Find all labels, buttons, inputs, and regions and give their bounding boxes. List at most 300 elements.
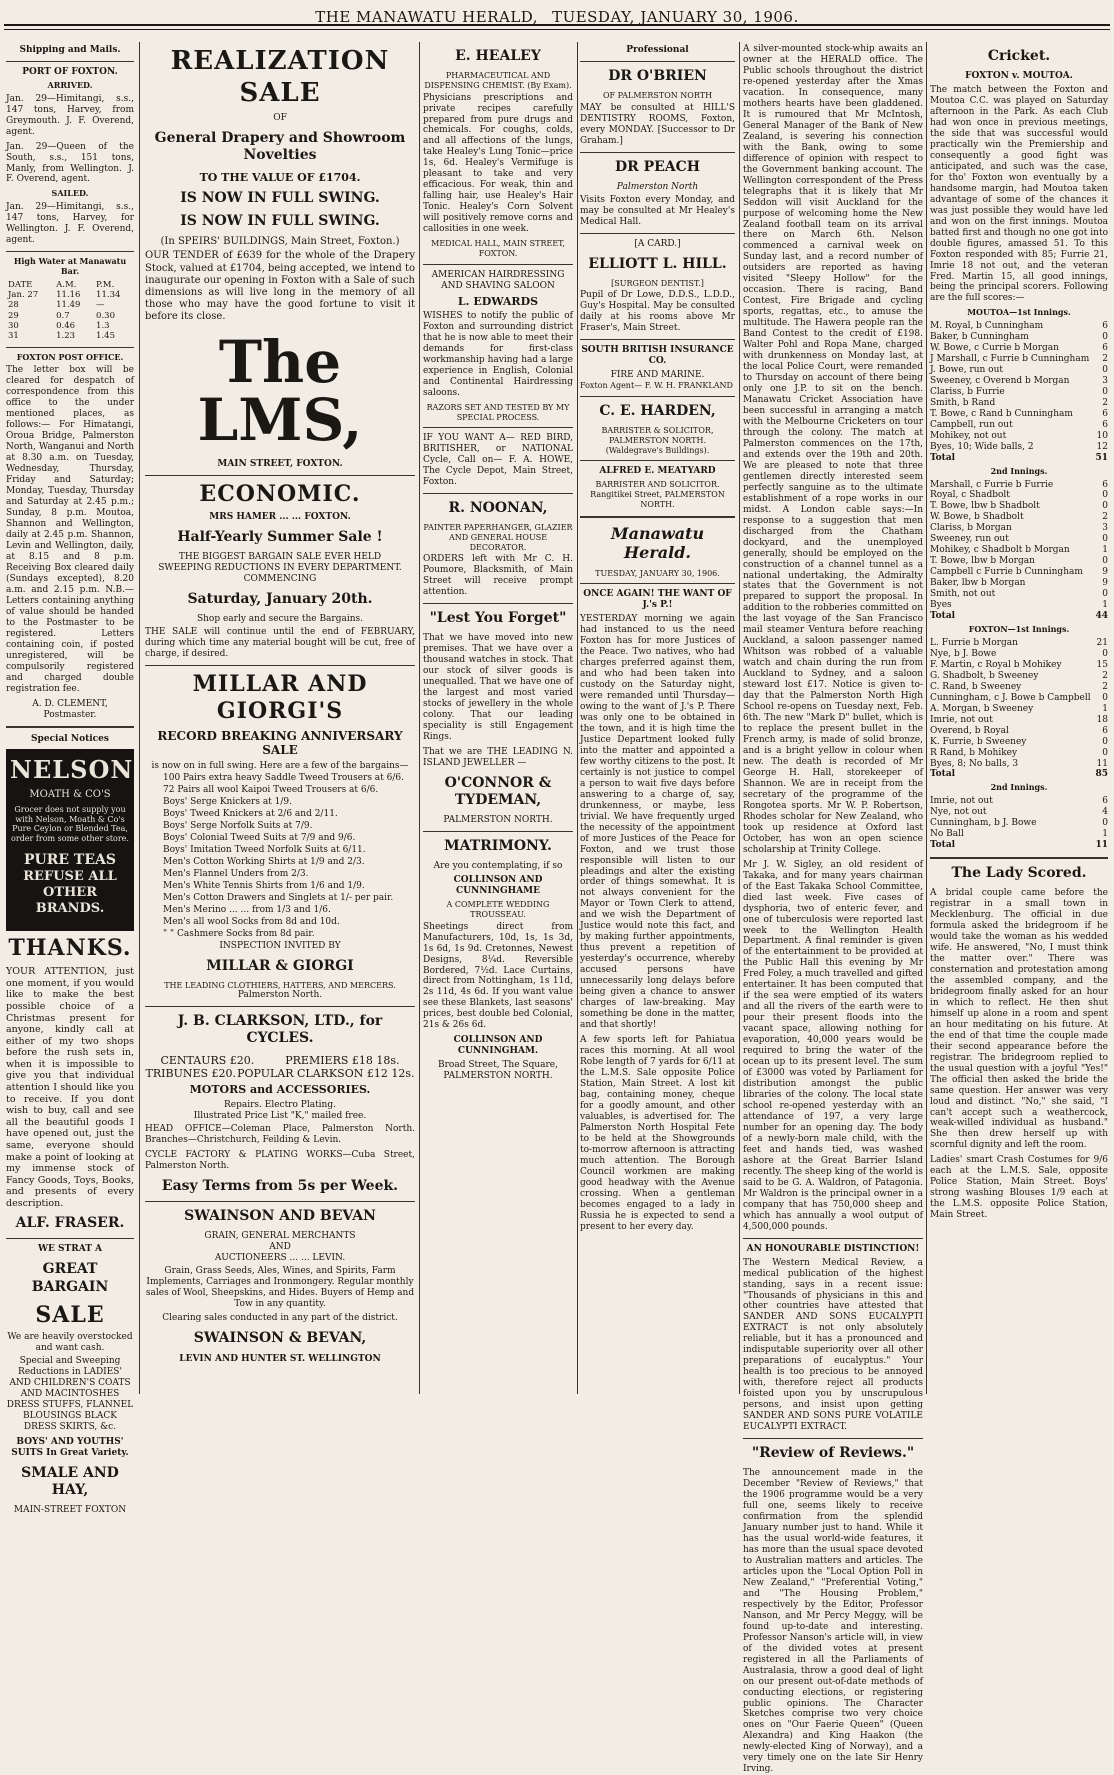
- clearing-sales: Clearing sales conducted in any part of the district.: [162, 1313, 398, 1324]
- alf-fraser: ALF. FRASER.: [15, 1215, 125, 1232]
- score-row: [930, 365, 1108, 376]
- thanks-heading: THANKS.: [8, 935, 132, 962]
- total-row: [930, 453, 1108, 464]
- divider: [6, 251, 134, 252]
- score-row: [930, 398, 1108, 409]
- easy-terms: Easy Terms from 5s per Week.: [161, 1177, 399, 1194]
- divider: [930, 857, 1108, 859]
- tide-cell: 0.30: [96, 310, 115, 321]
- matrimony-heading: MATRIMONY.: [444, 838, 552, 855]
- score-row: [930, 534, 1108, 545]
- sale-value: TO THE VALUE OF £1704.: [199, 170, 361, 184]
- batsman: C. Rand, b Sweeney: [930, 681, 1022, 692]
- issue-date: TUESDAY, JANUARY 30, 1906.: [552, 8, 799, 26]
- hairdressing-heading: AMERICAN HAIRDRESSING AND SHAVING SALOON: [431, 269, 565, 291]
- sale-heading: SALE: [35, 1301, 105, 1328]
- runs: 0: [1102, 501, 1108, 512]
- nelson-title: NELSON: [10, 755, 134, 785]
- total-runs: 51: [1095, 452, 1108, 463]
- lms-heading: The LMS,: [197, 328, 363, 455]
- column-rule: [926, 42, 927, 1394]
- runs: 6: [1102, 725, 1108, 736]
- batsman: A. Morgan, b Sweeney: [930, 703, 1034, 714]
- extras: No Ball: [930, 829, 964, 840]
- column-rule: [139, 42, 140, 1394]
- harden-sub: BARRISTER & SOLICITOR, PALMERSTON NORTH. (Waldegrave's Buildings).: [601, 426, 714, 455]
- sheetings-text: Sheetings direct from Manufacturers, 10d, 1s, 1s 3d, 1s 6d, 1s 9d. Cretonnes, Newest Designs, 8¼d. Reversible Bordered, 7½d. Lace Curtains, direct from Nottingham, 1s 11d, 2s 11d, 4s 6d. If you want value see these Blankets, last seasons' prices, best double bed Colonial, 21s & 26s 6d.: [423, 921, 573, 1031]
- wedding-trousseau: A COMPLETE WEDDING TROUSSEAU.: [446, 900, 550, 919]
- paper-name: THE MANAWATU HERALD,: [315, 8, 539, 26]
- score-row: [930, 420, 1108, 431]
- divider: [6, 61, 134, 62]
- mg-town: Palmerston North.: [237, 990, 323, 1001]
- total-label: Total: [930, 611, 956, 622]
- collinson-heading: COLLINSON AND CUNNINGHAME: [453, 875, 543, 897]
- oconnor-tydeman: O'CONNOR & TYDEMAN,: [444, 775, 552, 809]
- obrien-name: DR O'BRIEN: [608, 67, 707, 84]
- arrived-heading: ARRIVED.: [47, 79, 93, 90]
- sailed-heading: SAILED.: [51, 188, 89, 199]
- bargain-item: 100 Pairs extra heavy Saddle Tweed Trousers at 6/6.: [163, 773, 404, 784]
- swainson-bevan-footer: SWAINSON & BEVAN,: [193, 1330, 367, 1347]
- batsman: Cunningham, b J. Bowe: [930, 818, 1037, 829]
- tide-row: [6, 331, 134, 341]
- runs: 9: [1102, 567, 1108, 578]
- batsman: F. Martin, c Royal b Mohikey: [930, 659, 1062, 670]
- grain-merchants: GRAIN, GENERAL MERCHANTS: [204, 1230, 356, 1241]
- lady-scored-heading: The Lady Scored.: [951, 865, 1087, 882]
- column-rule: [419, 42, 420, 1394]
- boys-suits: BOYS' AND YOUTHS' SUITS In Great Variety.: [11, 1437, 129, 1459]
- bargain-item: Boys' Imitation Tweed Norfolk Suits at 6/11.: [163, 844, 366, 855]
- divider: [145, 1201, 415, 1202]
- honourable-text: The Western Medical Review, a medical publication of the highest standing, says in a recent issue: "Thousands of physicians in this and other countries have attested that SANDER AND SONS EUCALYPTI EXTRACT is not only absolutely reliable, but it has a pronounced and indisputable superiority over all other preparations of eucalyptus." Your health is too precious to be annoyed with, therefore reject all products foisted upon you by unscrupulous persons, and insist upon getting SANDER AND SONS PURE VOLATILE EUCALYPTI EXTRACT.: [743, 1257, 923, 1433]
- tide-col-header: P.M.: [96, 279, 115, 290]
- column-news: [743, 42, 923, 1775]
- scorecard-foxton-1: [930, 638, 1108, 781]
- innings-heading: 2nd Innings.: [990, 782, 1048, 793]
- score-row: [930, 523, 1108, 534]
- smale-address: MAIN-STREET FOXTON: [13, 1505, 127, 1516]
- runs: 3: [1102, 376, 1108, 387]
- commencing: COMMENCING: [243, 574, 317, 585]
- bargain-item: Men's White Tennis Shirts from 1/6 and 1/9.: [163, 880, 365, 891]
- column-shipping: [6, 42, 134, 1516]
- score-row: [930, 818, 1108, 829]
- tide-cell: 1.23: [56, 331, 76, 342]
- tide-cell: 0.46: [56, 321, 76, 331]
- contemplating: Are you contemplating, if so: [433, 861, 563, 872]
- column-rule: [739, 42, 740, 1394]
- shop-early: Shop early and secure the Bargains.: [196, 614, 364, 625]
- batsman: Cunningham, c J. Bowe b Campbell: [930, 692, 1091, 703]
- nelson-refuse: REFUSE ALL OTHER BRANDS.: [23, 868, 117, 916]
- nelson-sub: MOATH & CO'S: [29, 788, 111, 800]
- general-drapery: General Drapery and Showroom Novelties: [154, 130, 406, 164]
- tide-col-header: DATE: [8, 279, 33, 290]
- batsman: K. Furrie, b Sweeney: [930, 736, 1027, 747]
- shipping-heading: Shipping and Mails.: [19, 45, 121, 55]
- cricket-report: The match between the Foxton and Moutoa C.C. was played on Saturday afternoon in the Park. As each Club had won once in previous meetings, the side that was successful would practically win the Premiership and consequently a good fight was anticipated, and such was the case, for tho' Foxton won eventually by a handsome margin, had Moutoa taken advantage of some of the chances it was just possible they would have led and won on the first innings. Moutoa batted first and though no one got into double figures, amassed 51. To this Foxton responded with 85; Furrie 21, Imrie 18 not out, and the veteran Fred. Martin 15, all good innings, being the principal scorers. Following are the full scores:—: [930, 85, 1108, 304]
- score-row: [930, 693, 1108, 704]
- runs: 12: [1096, 441, 1108, 452]
- post-office-notice: The letter box will be cleared for despatch of correspondence from this office to the under mentioned places, as follows:— For Himatangi, Oroua Bridge, Palmerston North, Wanganui and North at 8.30 a.m. on Tuesday, Wednesday, Thursday, Friday and Saturday; Monday, Tuesday, Thursday and Saturday at 2.45 p.m.; Sunday, 8 p.m. Moutoa, Shannon and Wellington, daily at 2.45 p.m. Shannon, Levin and Wellington, daily, at 8.15 and 8 p.m. Receiving Box cleared daily (Sundays excepted), 8.20 a.m. and 2.15 p.m. N.B.—Letters containing anything of value should be handed to the Postmaster to be registered. Letters containing coin, if posted unregistered, will be compulsorily registered and charged double registration fee.: [6, 365, 134, 694]
- divider: [580, 61, 735, 62]
- runs: 0: [1102, 747, 1108, 758]
- tide-cell: 11.49: [56, 300, 81, 311]
- fire-marine: FIRE AND MARINE.: [610, 370, 705, 381]
- special-notices-heading: Special Notices: [31, 734, 109, 745]
- runs: 1: [1102, 829, 1108, 840]
- batsman: Nye, b J. Bowe: [930, 648, 997, 659]
- batsman: Sweeney, run out: [930, 534, 1009, 545]
- divider: [580, 516, 735, 518]
- runs: 0: [1102, 556, 1108, 567]
- bargain-item: 72 Pairs all wool Kaipoi Tweed Trousers at 6/6.: [163, 784, 379, 795]
- runs: 11: [1096, 758, 1108, 769]
- batsman: Sweeney, c Overend b Morgan: [930, 376, 1070, 387]
- divider: [423, 264, 573, 265]
- repairs: Repairs. Electro Plating.: [224, 1099, 336, 1110]
- divider: [743, 1238, 923, 1239]
- lest-you-forget: "Lest You Forget": [429, 610, 567, 627]
- extras: Byes: [930, 600, 952, 611]
- divider: [580, 583, 735, 584]
- batsman: L. Furrie b Morgan: [930, 637, 1018, 648]
- score-row: [930, 715, 1108, 726]
- cycle-factory: CYCLE FACTORY & PLATING WORKS—Cuba Street, Palmerston North.: [145, 1149, 415, 1171]
- sailing-entry: Jan. 29—Himitangi, s.s., 147 tons, Harvey, for Wellington. J. F. Overend, agent.: [6, 202, 134, 246]
- harden-name: C. E. HARDEN,: [599, 402, 716, 419]
- match-heading: FOXTON v. MOUTOA.: [965, 71, 1073, 82]
- extras: Byes, 10; Wide balls, 2: [930, 441, 1034, 452]
- batsman: Clariss, b Furrie: [930, 386, 1005, 397]
- score-row: [930, 578, 1108, 589]
- bargain-item: Men's Cotton Drawers and Singlets at 1/- per pair.: [163, 892, 394, 903]
- tide-cell: 11.34: [96, 289, 121, 300]
- runs: 2: [1102, 354, 1108, 365]
- runs: 0: [1102, 692, 1108, 703]
- nelson-tea-ad: [6, 749, 134, 931]
- runs: 0: [1102, 332, 1108, 343]
- scorecard-foxton-2: [930, 796, 1108, 851]
- score-row: [930, 512, 1108, 523]
- score-row: [930, 501, 1108, 512]
- score-row: [930, 376, 1108, 387]
- runs: 1: [1102, 545, 1108, 556]
- batsman: Imrie, not out: [930, 796, 993, 807]
- collinson-footer: COLLINSON AND CUNNINGHAM.: [453, 1035, 543, 1057]
- broad-street: Broad Street, The Square, PALMERSTON NORTH.: [438, 1060, 558, 1082]
- runs: 2: [1102, 681, 1108, 692]
- divider: [145, 1006, 415, 1007]
- leading-jeweller: That we are THE LEADING N. ISLAND JEWELLER —: [423, 747, 573, 769]
- specials-text: Special and Sweeping Reductions in LADIES' AND CHILDREN'S COATS AND MACINTOSHES DRESS STUFFS, FLANNEL BLOUSINGS BLACK DRESS SKIRTS, &c.: [6, 1356, 134, 1433]
- tide-row: [6, 290, 134, 300]
- runs: 10: [1096, 430, 1108, 441]
- runs: 9: [1102, 578, 1108, 589]
- runs: 0: [1102, 818, 1108, 829]
- bargain-item: Boys' Colonial Tweed Suits at 7/9 and 9/6.: [163, 832, 356, 843]
- surgeon-dentist: [SURGEON DENTIST.]: [611, 278, 704, 288]
- bargain-item: Boys' Serge Norfolk Suits at 7/9.: [163, 820, 313, 831]
- professional-heading: Professional: [626, 45, 689, 55]
- tide-row: [6, 311, 134, 321]
- total-label: Total: [930, 769, 956, 780]
- runs: 0: [1102, 648, 1108, 659]
- batsman: M. Royal, b Cunningham: [930, 321, 1044, 332]
- batsman: T. Bowe, lbw b Morgan: [930, 556, 1035, 567]
- masthead: [0, 0, 1114, 34]
- score-row: [930, 387, 1108, 398]
- swainson-bevan-heading: SWAINSON AND BEVAN: [184, 1207, 376, 1224]
- lady-scored-text: A bridal couple came before the registrar in a small town in Mecklenburg. The official in due formula asked the bridegroom if he would take the woman as his wedded wife. He answered, "No, I must think the matter over." There was consternation and protestation among the assembled company, and the bridegroom finally asked for an hour in which to reflect. He then shut himself up alone in a room and spent an hour meditating on his future. At the end of that time the couple made their second appearance before the registrar. The bridegroom replied to the usual question with a joyful "Yes!" The official then asked the bride the same question. Her answer was very loud and distinct. "No," she said, "I can't accept such a weathercock, weak-willed individual as husband." She then drew herself up with scornful dignity and left the room.: [930, 888, 1108, 1151]
- runs: 1: [1102, 703, 1108, 714]
- tide-table: [6, 280, 134, 342]
- bargain-item: Boys' Tweed Knickers at 2/6 and 2/11.: [163, 808, 338, 819]
- obrien-text: MAY be consulted at HILL'S DENTISTRY ROOMS, Foxton, every MONDAY. [Successor to Dr Graham.]: [580, 102, 735, 146]
- score-row: [930, 589, 1108, 600]
- local-news: A silver-mounted stock-whip awaits an owner at the HERALD office. The Public schools throughout the district re-opened yesterday after the Xmas vacation. In consequence, many mothers hearts have been gladdened. It is rumoured that Mr McIntosh, General Manager of the Bank of New Zealand, is severing his connection with the Bank, owing to some difference of opinion with respect to the Government banking account. The Wellington correspondent of the Press telegraphs that it is likely that Mr Seddon will visit Auckland for the purpose of welcoming home the New Zealand football team on its arrival there on March 6th. Nelson commenced a carnival week on Sunday last, and a record number of outsiders are reported as having visited "Sleepy Hollow" for the occasion. There is racing, Band Contest, Fire Brigade and cycling sports, regattas, etc., to amuse the multitude. The Hawera people ran the Band Contest to the credit of £198. Walter Pohl and Ropa Mane, charged with drunkenness on Monday last, at the local Police Court, were remanded to Thursday on account of there being only one J.P. to sit on the bench. Manawatu Cricket Association have been successful in arranging a match with the Melbourne Cricketers on tour through the colony. The match at Palmerston commences on the 17th, and extends over the 19th and 20th. We are pleased to note that three gentlemen directly interested seem perfectly sanguine as to the ultimate establishment of a rope works in our midst. A London cable says:—In response to a suggestion that men discharged from the Chatham dockyard, and the unemployed generally, should be employed on the construction of a channel tunnel as a national undertaking, the Admiralty states that the Government is not prepared to support the proposal. In addition to the robberies committed on the last voyage of the San Francisco mail steamer Ventura before reaching Auckland, a saloon passenger named Whitson was robbed of a valuable watch and chain during the run from Auckland to Sydney, and a saloon steward lost £17. Notice is given to-day that the Palmerston North High School re-opens on Tuesday next, Feb. 6th. The new "Mark D" bullet, which is to replace the present bullet in the French army, is made of solid bronze, and is a bright yellow in colour when new. The death is recorded of Mr George H. Hall, storekeeper of Shannon. We are in receipt from the secretary of the programme of the Rongotea sports. Mr W. P. Robertson, Rhodes scholar for New Zealand, who took up residence at Oxford last October, has won an open science scholarship at Trinity College.: [743, 44, 923, 855]
- meatyard-sub: BARRISTER AND SOLICITOR. Rangitikei Street, PALMERSTON NORTH.: [590, 480, 725, 509]
- arrival-entry: Jan. 29—Himitangi, s.s., 147 tons, Harvey, from Greymouth. J. F. Overend, agent.: [6, 93, 134, 137]
- cycle-prices-row: [145, 1054, 415, 1067]
- score-row: [930, 671, 1108, 682]
- divider: [145, 475, 415, 476]
- peach-text: Visits Foxton every Monday, and may be consulted at Mr Healey's Medical Hall.: [580, 194, 735, 227]
- centaurs-price: CENTAURS £20.: [160, 1053, 255, 1067]
- speirs-buildings: (In SPEIRS' BUILDINGS, Main Street, Foxton.): [160, 236, 400, 248]
- batsman: Overend, b Royal: [930, 725, 1009, 736]
- total-label: Total: [930, 452, 956, 463]
- saturday-date: Saturday, January 20th.: [187, 591, 373, 608]
- total-runs: 44: [1095, 611, 1108, 622]
- masthead-rule: [4, 24, 1110, 30]
- divider: [423, 831, 573, 832]
- score-row: [930, 343, 1108, 354]
- runs: 18: [1096, 714, 1108, 725]
- tide-heading: High Water at Manawatu Bar.: [13, 256, 127, 276]
- batsman: T. Bowe, lbw b Shadbolt: [930, 501, 1040, 512]
- hill-text: Pupil of Dr Lowe, D.D.S., L.D.D., Guy's Hospital. May be consulted daily at his rooms above Mr Fraser's, Main Street.: [580, 290, 735, 334]
- runs: 0: [1102, 365, 1108, 376]
- tide-cell: —: [96, 300, 105, 311]
- tide-col-header: A.M.: [56, 279, 77, 290]
- runs: 6: [1102, 408, 1108, 419]
- postmaster-signature: A. D. CLEMENT, Postmaster.: [32, 698, 108, 720]
- runs: 6: [1102, 479, 1108, 490]
- price-list: Illustrated Price List "K," mailed free.: [193, 1110, 367, 1121]
- divider: [580, 396, 735, 397]
- nelson-line: Grocer does not supply you with Nelson, Moath & Co's Pure Ceylon or Blended Tea, order from some other store.: [11, 804, 129, 844]
- score-row: [930, 567, 1108, 578]
- now-on: is now on in full swing. Here are a few of the bargains—: [151, 761, 409, 772]
- divider: [6, 347, 134, 348]
- premiers-price: PREMIERS £18 18s.: [285, 1053, 400, 1067]
- edwards-name: L. EDWARDS: [457, 294, 539, 308]
- batsman: Royal, c Shadbolt: [930, 490, 1010, 501]
- we-strat: WE STRAT A: [37, 1244, 103, 1255]
- tide-cell: 11.16: [56, 289, 81, 300]
- tide-cell: 1.3: [96, 321, 110, 331]
- runs: 6: [1102, 419, 1108, 430]
- column-rule: [577, 42, 578, 1394]
- hamer-line: MRS HAMER ... ... FOXTON.: [209, 512, 351, 523]
- post-office-heading: FOXTON POST OFFICE.: [16, 351, 124, 362]
- score-row: [930, 704, 1108, 715]
- divider: [743, 1438, 923, 1439]
- obrien-of: OF PALMERSTON NORTH: [602, 91, 713, 101]
- lest-text: That we have moved into new premises. That we have over a thousand watches in stock. That our stock of silver goods is unequalled. That we have one of the largest and most varied stocks of jewellery in the whole colony. That our leading speciality is still Engagement Rings.: [423, 633, 573, 743]
- score-row: [930, 321, 1108, 332]
- tide-cell: 1.45: [96, 331, 115, 342]
- tender-text: OUR TENDER of £639 for the whole of the Drapery Stock, valued at £1704, being accepted, we intend to inaugurate our opening in Foxton with a Sale of such dimensions as will live long in the memory of all those who may have the good fortune to visit it before its close.: [145, 250, 415, 323]
- score-row: [930, 807, 1108, 818]
- divider: [580, 460, 735, 461]
- divider: [423, 603, 573, 604]
- total-runs: 85: [1095, 769, 1108, 780]
- and-line: AND: [269, 1241, 291, 1252]
- divider: [580, 233, 735, 234]
- score-row: [930, 545, 1108, 556]
- score-row: [930, 748, 1108, 759]
- batsman: T. Bowe, c Rand b Cunningham: [930, 408, 1073, 419]
- score-row: [930, 409, 1108, 420]
- peach-name: DR PEACH: [614, 158, 701, 175]
- divider: [6, 1238, 134, 1239]
- total-row: [930, 840, 1108, 851]
- noonan-orders: ORDERS left with Mr C. H. Poumore, Blacksmith, of Main Street will receive prompt attention.: [423, 554, 573, 598]
- score-row: [930, 796, 1108, 807]
- lms-address: MAIN STREET, FOXTON.: [217, 459, 343, 470]
- tide-cell: 30: [8, 321, 19, 331]
- cricket-heading: Cricket.: [987, 48, 1051, 64]
- score-row: [930, 660, 1108, 671]
- score-row: [930, 354, 1108, 365]
- divider: [145, 665, 415, 666]
- healey-heading: E. HEALEY: [455, 48, 541, 64]
- scorecard-moutoa-1: [930, 321, 1108, 464]
- full-swing-1: IS NOW IN FULL SWING.: [180, 189, 380, 206]
- runs: 4: [1102, 807, 1108, 818]
- runs: 21: [1096, 637, 1108, 648]
- runs: 3: [1102, 523, 1108, 534]
- sale-continue: THE SALE will continue until the end of FEBRUARY, during which time any material bought will be cut, free of charge, if desired.: [145, 627, 415, 660]
- record-sale: RECORD BREAKING ANNIVERSARY SALE: [157, 728, 403, 758]
- score-row: [930, 332, 1108, 343]
- healey-text: Physicians prescriptions and private recipes carefully prepared from pure drugs and chemicals. For coughs, colds, and all affections of the lungs, take Healey's Lung Tonic—price 1s, 6d. Healey's Vermifuge is pleasant to take and very efficacious. For weak, thin and falling hair, use Healey's Hair Tonic. Healey's Corn Solvent will positively remove corns and callosities in one week.: [423, 92, 573, 235]
- runs: 0: [1102, 736, 1108, 747]
- column-sport: [930, 42, 1108, 1394]
- score-row: [930, 638, 1108, 649]
- edwards-text: WISHES to notify the public of Foxton and surrounding district that he is now able to meet their demands for first-class workmanship having had a large experience in English, Colonial and Continental Hairdressing saloons.: [423, 311, 573, 398]
- batsman: W. Bowe, b Shadbolt: [930, 512, 1024, 523]
- noonan-heading: R. NOONAN,: [448, 500, 548, 517]
- column-professional-editorial: [580, 42, 735, 1394]
- batsman: Nye, not out: [930, 807, 987, 818]
- thanks-text: YOUR ATTENTION, just one moment, if you would like to make the best possible choice of a Christmas present for anyone, kindly call at either of my two shops before the rush sets in, when it is impossible to give you that individual attention I should like you to receive. If you dont wish to buy, call and see all the beautiful goods I have opened out, just the same, everyone should make a point of looking at my immense stock of Fancy Goods, Toys, Books, and presents of every description.: [6, 966, 134, 1209]
- batsman: G. Shadbolt, b Sweeney: [930, 670, 1039, 681]
- score-row: [930, 600, 1108, 611]
- batsman: Clariss, b Morgan: [930, 523, 1012, 534]
- leading-clothiers: THE LEADING CLOTHIERS, HATTERS, AND MERCERS.: [164, 980, 396, 990]
- score-row: [930, 682, 1108, 693]
- bargain-item: " " Cashmere Socks from 8d pair.: [163, 928, 315, 939]
- divider: [580, 339, 735, 340]
- clarkson-heading: J. B. CLARKSON, LTD., for CYCLES.: [177, 1013, 383, 1047]
- divider: [6, 726, 134, 728]
- column-trade-ads: [423, 42, 573, 1394]
- runs: 6: [1102, 343, 1108, 354]
- runs: 0: [1102, 386, 1108, 397]
- batsman: Marshall, c Furrie b Furrie: [930, 479, 1054, 490]
- tide-header-row: [6, 280, 134, 290]
- sbi-heading: SOUTH BRITISH INSURANCE CO.: [581, 345, 734, 367]
- score-row: [930, 480, 1108, 491]
- great-bargain: GREAT BARGAIN: [31, 1261, 109, 1295]
- realization-of: OF: [273, 113, 287, 124]
- runs: 2: [1102, 670, 1108, 681]
- batsman: R Rand, b Mohikey: [930, 747, 1018, 758]
- swainson-streets: LEVIN AND HUNTER ST. WELLINGTON: [179, 1353, 381, 1364]
- runs: 0: [1102, 534, 1108, 545]
- runs: 1: [1102, 600, 1108, 611]
- oconnor-town: PALMERSTON NORTH.: [443, 815, 553, 826]
- bargain-item: Boys' Serge Knickers at 1/9.: [163, 796, 293, 807]
- innings-heading: FOXTON—1st Innings.: [968, 624, 1070, 635]
- swainson-goods: Grain, Grass Seeds, Ales, Wines, and Spirits, Farm Implements, Carriages and Ironmongery. Regular monthly sales of Wool, Sheepskins, and Hides. Buyers of Hemp and Tow in any quantity.: [145, 1265, 415, 1309]
- popular-price: POPULAR CLARKSON £12 12s.: [237, 1066, 415, 1080]
- runs: 6: [1102, 796, 1108, 807]
- score-row: [930, 829, 1108, 840]
- healey-sub: PHARMACEUTICAL AND DISPENSING CHEMIST. (By Exam).: [424, 71, 572, 90]
- inspection-invited: INSPECTION INVITED BY: [219, 940, 341, 951]
- meatyard-name: ALFRED E. MEATYARD: [599, 466, 716, 477]
- smale-hay: SMALE AND HAY,: [21, 1465, 119, 1499]
- score-row: [930, 442, 1108, 453]
- score-row: [930, 759, 1108, 770]
- extras: Byes, 8; No balls, 3: [930, 758, 1019, 769]
- tide-cell: 0.7: [56, 310, 70, 321]
- runs: 2: [1102, 512, 1108, 523]
- total-label: Total: [930, 840, 956, 851]
- batsman: Campbell, run out: [930, 419, 1013, 430]
- bargain-item: Men's Merino ... ... from 1/3 and 1/6.: [163, 904, 331, 915]
- score-row: [930, 556, 1108, 567]
- batsman: Mohikey, not out: [930, 430, 1007, 441]
- auctioneers: AUCTIONEERS ... ... LEVIN.: [214, 1252, 346, 1263]
- scorecard-moutoa-2: [930, 480, 1108, 623]
- editorial-text: YESTERDAY morning we again had instanced to us the need Foxton has for more Justices of the Peace. Two natives, who had charges preferred against them, and who had been taken into custody on the Saturday night, were remanded until Thursday—owing to the want of J.'s P. There was only one to be obtained in the town, and it is high time the Justice Department looked fully into the matter and appointed a few worthy citizens to the post. It certainly is not justice to compel a person to wait five days before answering to a charge of, say, drunkenness, or maybe, less trivial. We have frequently urged the necessity of the appointment of more Justices of the Peace for Foxton, and we trust those responsible will listen to our pleadings and alter the existing order of things somewhat. It is not always convenient for the Mayor or Town Clerk to attend, and we wish the Department of Justice would note this fact, and by making further appointments, thus prevent a repetition of yesterday's occurrence, whereby accused persons have unnecessarily long delays before being given a chance to answer charges of law-breaking. May something be done in the matter, and that shortly!: [580, 614, 735, 1031]
- runs: 0: [1102, 589, 1108, 600]
- divider: [580, 152, 735, 153]
- hill-name: ELLIOTT L. HILL.: [588, 255, 727, 272]
- batsman: J. Bowe, run out: [930, 365, 1004, 376]
- herald-date: TUESDAY, JANUARY 30, 1906.: [595, 568, 720, 578]
- batsman: Baker, lbw b Morgan: [930, 578, 1026, 589]
- arrival-entry: Jan. 29—Queen of the South, s.s., 151 tons, Manly, from Wellington. J. F. Overend, agent.: [6, 141, 134, 185]
- score-row: [930, 649, 1108, 660]
- tide-cell: Jan. 27: [8, 289, 39, 300]
- batsman: Smith, b Rand: [930, 397, 996, 408]
- tide-cell: 29: [8, 310, 19, 321]
- motors-accessories: MOTORS and ACCESSORIES.: [189, 1083, 371, 1097]
- divider: [423, 427, 573, 428]
- batsman: Campbell c Furrie b Cunningham: [930, 567, 1083, 578]
- bargain-item: Men's Cotton Working Shirts at 1/9 and 2/3.: [163, 856, 365, 867]
- batsman: Baker, b Cunningham: [930, 332, 1029, 343]
- local-news: Mr J. W. Sigley, an old resident of Takaka, and for many years chairman of the East Takaka School Committee, died last week. Five cases of dysphoria, two of enteric fever, and one of tuberculosis were reported last week to the Wellington Health Department. A final reminder is given of the entertainment to be provided at the Public Hall this evening by Mr Fred Foley, a much travelled and gifted entertainer. It has been computed that if the sea were emptied of its waters and all the rivers of the earth were to pour their present floods into the vacant space, allowing nothing for evaporation, 40,000 years would be required to bring the water of the ocean up to its present level. The sum of £3000 was voted by Parliament for distribution amongst the public libraries of the colony. The local state school re-opened yesterday with an attendance of 197, a very large number for an opening day. The body of a newly-born male child, with the feet and hands tied, was washed ashore at the Great Barrier Island recently. The sheep king of the world is said to be G. A. Waldron, of Patagonia. Mr Waldron is the principal owner in a company that has 750,000 sheep and which has annually a wool output of 4,500,000 pounds.: [743, 859, 923, 1232]
